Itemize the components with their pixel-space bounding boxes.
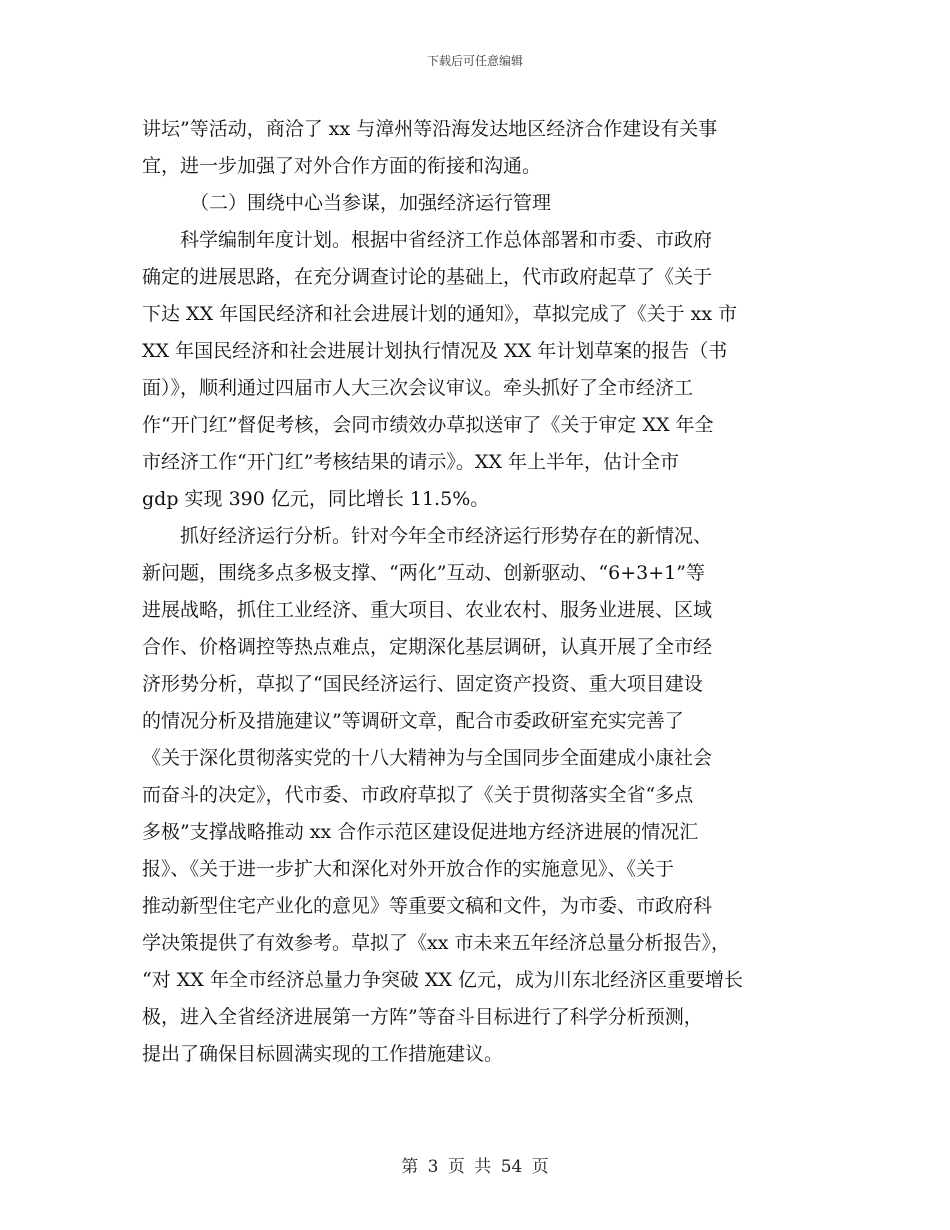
paragraph-first-line: 科学编制年度计划。根据中省经济工作总体部署和市委、市政府 — [180, 229, 713, 251]
body-line: 进展战略，抓住工业经济、重大项目、农业农村、服务业进展、区域 — [142, 599, 713, 621]
body-line: gdp 实现 390 亿元，同比增长 11.5%。 — [142, 488, 490, 510]
body-line: 报》、《关于进一步扩大和深化对外开放合作的实施意见》、《关于 — [142, 858, 675, 880]
body-line: “对 XX 年全市经济总量力争突破 XX 亿元，成为川东北经济区重要增长 — [142, 969, 743, 991]
body-line: 讲坛”等活动，商洽了 xx 与漳州等沿海发达地区经济合作建设有关事 — [142, 118, 718, 140]
body-line: 下达 XX 年国民经济和社会进展计划的通知》，草拟完成了《关于 xx 市 — [142, 303, 738, 325]
document-body — [142, 111, 810, 1073]
body-line: 推动新型住宅产业化的意见》等重要文稿和文件，为市委、市政府科 — [142, 895, 713, 917]
body-line: 学决策提供了有效参考。草拟了《xx 市未来五年经济总量分析报告》， — [142, 932, 730, 954]
body-line: 市经济工作“开门红”考核结果的请示》。XX 年上半年，估计全市 — [142, 451, 680, 473]
body-line: 极，进入全省经济进展第一方阵”等奋斗目标进行了科学分析预测， — [142, 1006, 703, 1028]
section-heading: （二）围绕中心当参谋，加强经济运行管理 — [190, 192, 552, 214]
body-line: 新问题，围绕多点多极支撑、“两化”互动、创新驱动、“6+3+1”等 — [142, 562, 705, 584]
page-number: 第 3 页 共 54 页 — [401, 1157, 549, 1177]
body-line: 作“开门红”督促考核，会同市绩效办草拟送审了《关于审定 XX 年全 — [142, 414, 714, 436]
body-line: 济形势分析，草拟了“国民经济运行、固定资产投资、重大项目建设 — [142, 673, 703, 695]
body-line: 多极”支撑战略推动 xx 合作示范区建设促进地方经济进展的情况汇 — [142, 821, 699, 843]
body-line: 的情况分析及措施建议”等调研文章，配合市委政研室充实完善了 — [142, 710, 684, 732]
body-line: 确定的进展思路，在充分调查讨论的基础上，代市政府起草了《关于 — [142, 266, 713, 288]
body-line: XX 年国民经济和社会进展计划执行情况及 XX 年计划草案的报告（书 — [142, 340, 728, 362]
body-line: 而奋斗的决定》，代市委、市政府草拟了《关于贯彻落实全省“多点 — [142, 784, 694, 806]
paragraph-first-line: 抓好经济运行分析。针对今年全市经济运行形势存在的新情况、 — [180, 525, 713, 547]
page-header: 下载后可任意编辑 — [426, 54, 523, 68]
body-line: 宜，进一步加强了对外合作方面的衔接和沟通。 — [142, 155, 542, 177]
body-line: 合作、价格调控等热点难点，定期深化基层调研，认真开展了全市经 — [142, 636, 713, 658]
body-line: 面）》，顺利通过四届市人大三次会议审议。牵头抓好了全市经济工 — [142, 377, 694, 399]
body-line: 提出了确保目标圆满实现的工作措施建议。 — [142, 1043, 504, 1065]
body-line: 《关于深化贯彻落实党的十八大精神为与全国同步全面建成小康社会 — [142, 747, 713, 769]
